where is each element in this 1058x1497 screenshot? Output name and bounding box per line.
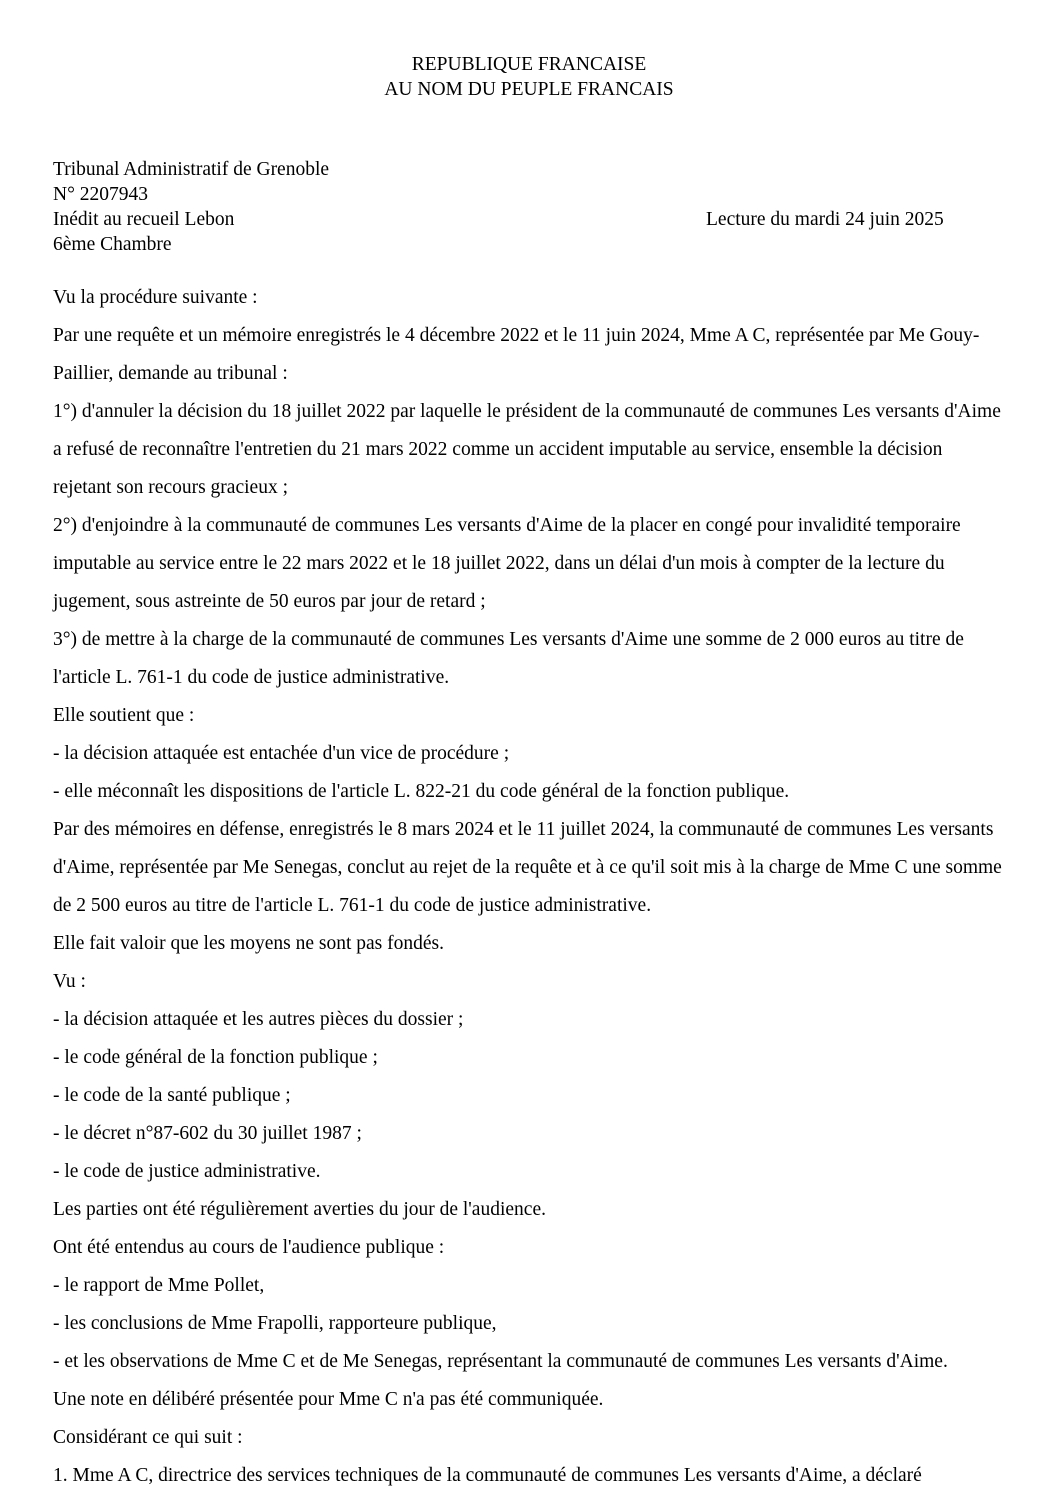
paragraph: Une note en délibéré présentée pour Mme C n'a pas été communiquée. — [53, 1389, 604, 1410]
document-body — [53, 279, 1005, 1495]
paragraph: Considérant ce qui suit : — [53, 1427, 243, 1448]
paragraph: - le code de la santé publique ; — [53, 1085, 291, 1106]
paragraph: Ont été entendus au cours de l'audience publique : — [53, 1237, 445, 1258]
paragraph: 2°) d'enjoindre à la communauté de communes Les versants d'Aime de la placer en congé pour invalidité temporaire imputable au service entre le 22 mars 2022 et le 18 juillet 2022, dans un délai d'un mois à compter de la lecture du jugement, sous astreinte de 50 euros par jour de retard ; — [53, 515, 961, 612]
paragraph: Par une requête et un mémoire enregistrés le 4 décembre 2022 et le 11 juin 2024, Mme A C, représentée par Me Gouy-Paillier, demande au tribunal : — [53, 325, 980, 384]
paragraph: - le décret n°87-602 du 30 juillet 1987 ; — [53, 1123, 362, 1144]
paragraph: 3°) de mettre à la charge de la communauté de communes Les versants d'Aime une somme de 2 000 euros au titre de l'article L. 761-1 du code de justice administrative. — [53, 629, 964, 688]
case-number: N° 2207943 — [53, 184, 149, 205]
paragraph: - le rapport de Mme Pollet, — [53, 1275, 265, 1296]
paragraph: Vu : — [53, 971, 86, 992]
publication-status: Inédit au recueil Lebon — [53, 209, 235, 230]
paragraph: - le code de justice administrative. — [53, 1161, 321, 1182]
paragraph: Elle fait valoir que les moyens ne sont pas fondés. — [53, 933, 444, 954]
paragraph: 1°) d'annuler la décision du 18 juillet 2022 par laquelle le président de la communauté de communes Les versants d'Aime a refusé de reconnaître l'entretien du 21 mars 2022 comme un accident imputable au service, ensemble la décision rejetant son recours gracieux ; — [53, 401, 1001, 498]
case-header — [53, 157, 1005, 257]
title-line-republique: REPUBLIQUE FRANCAISE — [411, 54, 647, 75]
court-name: Tribunal Administratif de Grenoble — [53, 159, 330, 180]
paragraph: 1. Mme A C, directrice des services techniques de la communauté de communes Les versants d'Aime, a déclaré — [53, 1465, 922, 1486]
reading-date: Lecture du mardi 24 juin 2025 — [706, 209, 944, 230]
title-line-peuple: AU NOM DU PEUPLE FRANCAIS — [384, 79, 674, 100]
paragraph: Par des mémoires en défense, enregistrés le 8 mars 2024 et le 11 juillet 2024, la communauté de communes Les versants d'Aime, représentée par Me Senegas, conclut au rejet de la requête et à ce qu'il soit mis à la charge de Mme C une somme de 2 500 euros au titre de l'article L. 761-1 du code de justice administrative. — [53, 819, 1002, 916]
paragraph: Vu la procédure suivante : — [53, 287, 258, 308]
paragraph: - les conclusions de Mme Frapolli, rapporteure publique, — [53, 1313, 497, 1334]
chamber: 6ème Chambre — [53, 234, 172, 255]
paragraph: Les parties ont été régulièrement averties du jour de l'audience. — [53, 1199, 546, 1220]
paragraph: - et les observations de Mme C et de Me Senegas, représentant la communauté de communes Les versants d'Aime. — [53, 1351, 948, 1372]
paragraph: - le code général de la fonction publique ; — [53, 1047, 378, 1068]
paragraph: - la décision attaquée et les autres pièces du dossier ; — [53, 1009, 464, 1030]
paragraph: - la décision attaquée est entachée d'un vice de procédure ; — [53, 743, 510, 764]
paragraph: Elle soutient que : — [53, 705, 195, 726]
paragraph: - elle méconnaît les dispositions de l'article L. 822-21 du code général de la fonction publique. — [53, 781, 790, 802]
document-title — [53, 52, 1005, 102]
publication-row — [53, 207, 1005, 232]
